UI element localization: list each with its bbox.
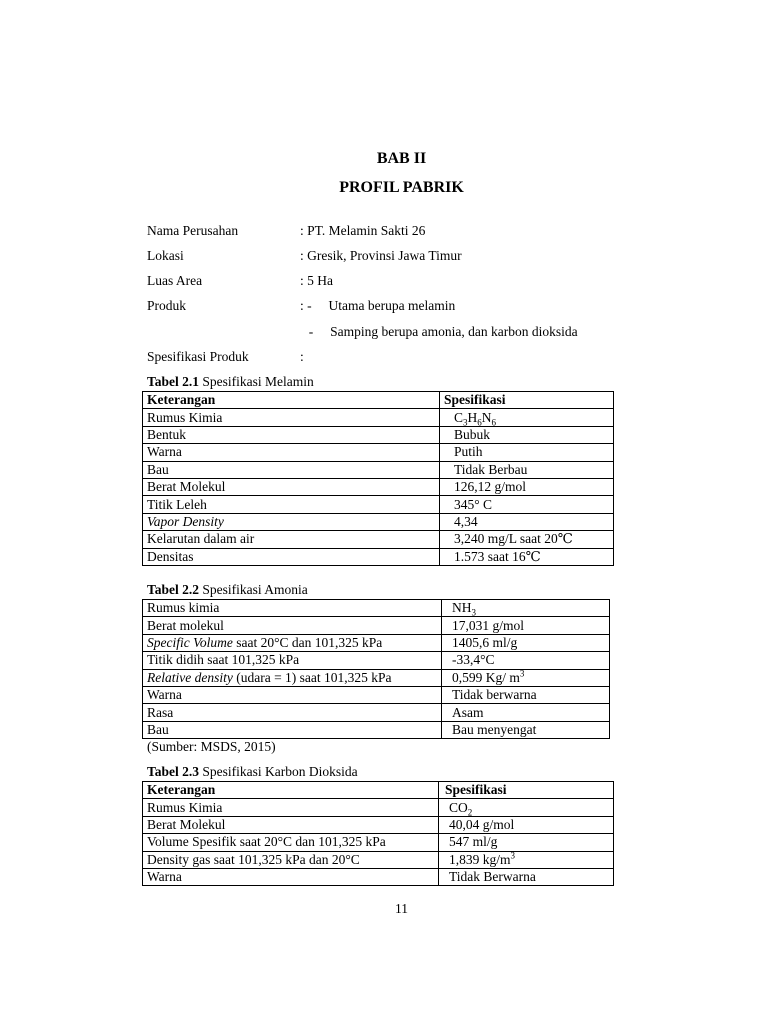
value-cell: 4,34 [440,513,614,530]
table-row [143,496,614,513]
table-melamin [142,391,614,566]
table-row [143,478,614,495]
info-label-location: Lokasi [147,248,184,263]
table-header-row [143,392,614,409]
key-cell: Densitas [143,548,440,565]
info-value-product-main: : - Utama berupa melamin [300,298,456,313]
value-cell: 345° C [440,496,614,513]
info-value-area: : 5 Ha [300,273,333,288]
table-row [143,409,614,426]
key-cell: Density gas saat 101,325 kPa dan 20°C [143,851,439,868]
page-title: PROFIL PABRIK [339,179,464,196]
table-row [143,513,614,530]
info-label-product: Produk [147,298,187,313]
value-cell: Bubuk [440,426,614,443]
chapter-heading: BAB II [376,150,427,167]
info-value-location: : Gresik, Provinsi Jawa Timur [300,248,462,263]
header-cell: Spesifikasi [440,392,614,409]
value-cell: 126,12 g/mol [440,478,614,495]
table-row [143,652,610,669]
key-cell: Vapor Density [143,513,440,530]
table-row [143,444,614,461]
table2-source: (Sumber: MSDS, 2015) [147,739,276,754]
value-cell: Tidak Berwarna [439,868,614,885]
table-row [143,617,610,634]
table-row [143,669,610,686]
table-row [143,799,614,816]
value-cell: -33,4°C [442,652,610,669]
key-cell: Volume Spesifik saat 20°C dan 101,325 kPa [143,834,439,851]
formula-cell: $NH_3$ [442,600,610,617]
page-number: 11 [395,901,408,916]
table-row [143,600,610,617]
key-cell: Warna [143,868,439,885]
header-cell: Keterangan [143,392,440,409]
formula-cell: $C_3H_6N_6$ [440,409,614,426]
key-cell: Specific Volume saat 20°C dan 101,325 kPa [143,634,442,651]
formula-cell: $CO_2$ [439,799,614,816]
table-row [143,426,614,443]
key-cell: Berat Molekul [143,478,440,495]
value-cell: Putih [440,444,614,461]
table1-caption: Tabel 2.1 Spesifikasi Melamin [147,374,314,389]
value-cell: 1.573 saat 16℃ [440,548,614,565]
table-header-row [143,782,614,799]
value-cell: 547 ml/g [439,834,614,851]
key-cell: Bau [143,721,442,738]
value-cell: Bau menyengat [442,721,610,738]
value-cell: Asam [442,704,610,721]
key-cell: Relative density (udara = 1) saat 101,325 kPa [143,669,442,686]
info-value-company: : PT. Melamin Sakti 26 [300,223,426,238]
table-row [143,704,610,721]
info-label-company: Nama Perusahan [147,223,239,238]
key-cell: Warna [143,686,442,703]
table3-caption: Tabel 2.3 Spesifikasi Karbon Dioksida [147,764,358,779]
key-cell: Rumus kimia [143,600,442,617]
info-value-product-side: - Samping berupa amonia, dan karbon dioksida [302,324,578,339]
key-cell: Berat molekul [143,617,442,634]
value-cell: Tidak berwarna [442,686,610,703]
header-cell: Keterangan [143,782,439,799]
table-row [143,721,610,738]
value-cell: 17,031 g/mol [442,617,610,634]
key-cell: Berat Molekul [143,816,439,833]
density-cell: 0,599 Kg/ $m^3$ [442,669,610,686]
key-cell: Titik Leleh [143,496,440,513]
value-cell: Tidak Berbau [440,461,614,478]
table-row [143,851,614,868]
key-cell: Titik didih saat 101,325 kPa [143,652,442,669]
value-cell: 40,04 g/mol [439,816,614,833]
value-cell: 1405,6 ml/g [442,634,610,651]
info-label-area: Luas Area [147,273,203,288]
table-row [143,816,614,833]
header-cell: Spesifikasi [439,782,614,799]
table-row [143,548,614,565]
info-value-spec: : [300,349,304,364]
key-cell: Rumus Kimia [143,799,439,816]
key-cell: Bau [143,461,440,478]
key-cell: Kelarutan dalam air [143,531,440,548]
density-cell: 1,839 $kg/m^3$ [439,851,614,868]
table-row [143,531,614,548]
table-amonia [142,599,610,739]
table-row [143,634,610,651]
key-cell: Rumus Kimia [143,409,440,426]
table2-caption: Tabel 2.2 Spesifikasi Amonia [147,582,308,597]
table-row [143,834,614,851]
table-karbon-dioksida [142,781,614,886]
table-row [143,686,610,703]
key-cell: Warna [143,444,440,461]
key-cell: Rasa [143,704,442,721]
table-row [143,461,614,478]
table-row [143,868,614,885]
key-cell: Bentuk [143,426,440,443]
info-label-spec: Spesifikasi Produk [147,349,249,364]
value-cell: 3,240 mg/L saat 20℃ [440,531,614,548]
